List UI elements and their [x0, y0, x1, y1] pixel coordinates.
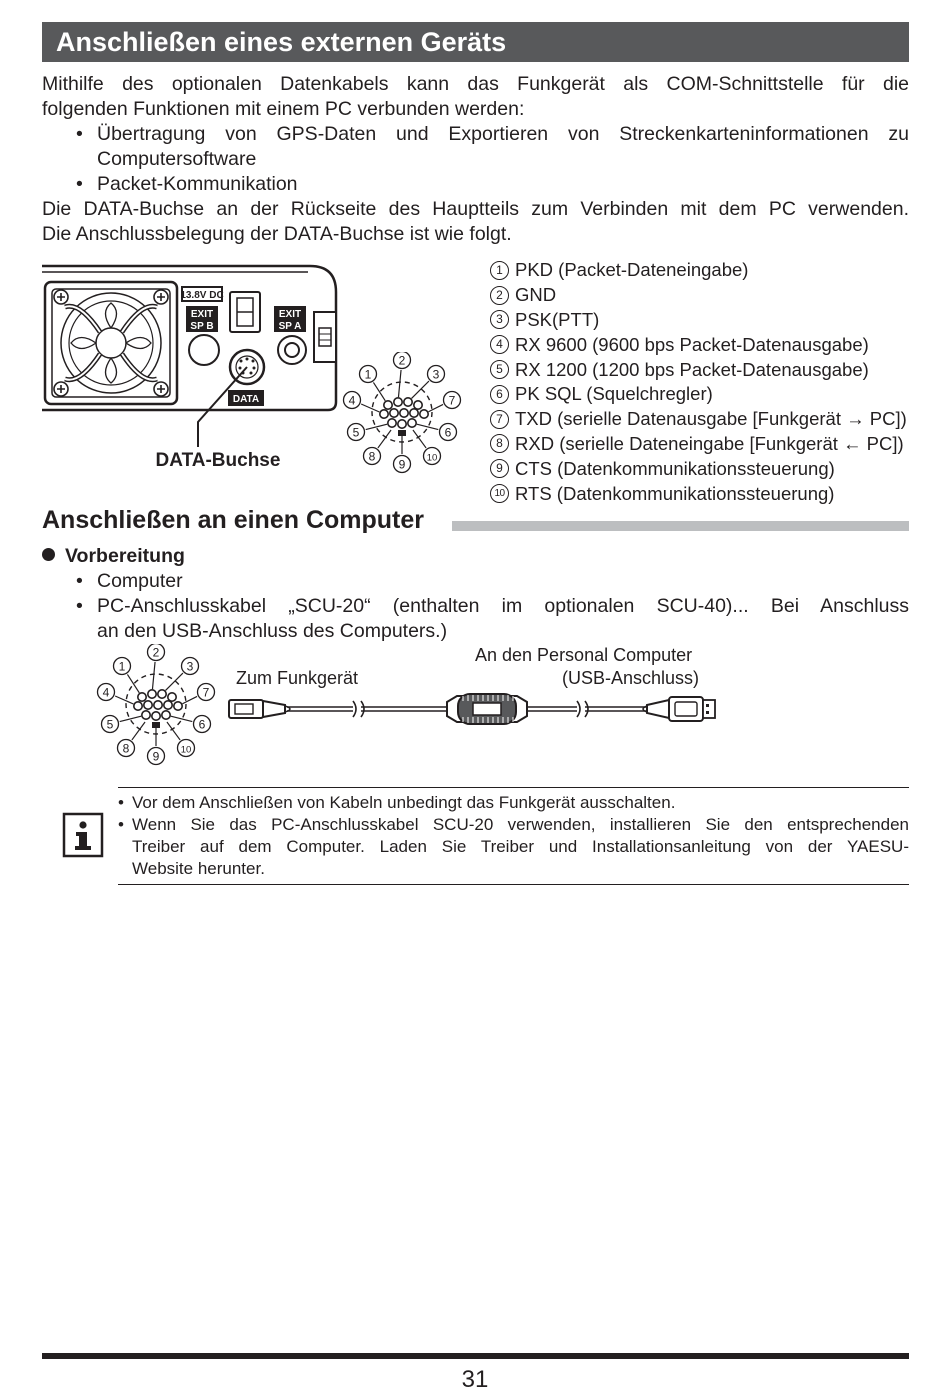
- pin-hole: [144, 701, 152, 709]
- prep-item-1: Computer: [97, 570, 183, 592]
- prep-item-2-line-1: PC-Anschlusskabel „SCU-20“ (enthalten im optionalen SCU-40)... Bei Anschluss: [97, 595, 909, 617]
- pin-hole: [152, 712, 160, 720]
- pin-hole: [164, 701, 172, 709]
- list-item: 10 RTS (Datenkommunikationssteuerung): [490, 481, 920, 506]
- list-item: 2 GND: [490, 283, 920, 308]
- pin-hole: [404, 398, 412, 406]
- pin-number: 1: [490, 261, 509, 280]
- pin-label: 9: [398, 457, 406, 472]
- intro-line-4: Die Anschlussbelegung der DATA-Buchse ist wie folgt.: [42, 223, 512, 245]
- preparation-heading: Vorbereitung: [42, 544, 185, 569]
- note-line-3: Treiber auf dem Computer. Laden Sie Treiber und Installationsanleitung von der YAESU-: [132, 837, 909, 856]
- pin-leader: [378, 430, 391, 448]
- page-number: 31: [461, 1366, 489, 1393]
- pin-number: 4: [490, 335, 509, 354]
- intro-line-1: Mithilfe des optionalen Datenkabels kann das Funkgerät als COM-Schnittstelle für die: [42, 73, 909, 95]
- pin-hole: [138, 693, 146, 701]
- subsection-heading: [42, 504, 909, 538]
- footer-rule: [42, 1353, 909, 1359]
- note-line-2: Wenn Sie das PC-Anschlusskabel SCU-20 verwenden, installieren Sie den entsprechenden: [132, 815, 909, 834]
- data-jack-callout: DATA-Buchse: [155, 450, 281, 471]
- svg-text:SP B: SP B: [190, 321, 214, 332]
- list-item: 3 PSK(PTT): [490, 308, 920, 333]
- pin-hole: [390, 409, 398, 417]
- pin-hole: [148, 690, 156, 698]
- svg-text:EXIT: EXIT: [278, 309, 302, 320]
- pin-label: 4: [102, 685, 110, 700]
- intro-line-2: folgenden Funktionen mit einem PC verbunden werden:: [42, 98, 525, 120]
- pin-leader: [132, 722, 145, 740]
- pin-number: 7: [490, 410, 509, 429]
- pin-hole: [162, 711, 170, 719]
- radio-rear-panel-illustration: [40, 262, 340, 472]
- bullet-marker: •: [118, 793, 124, 812]
- sp-b-jack: [189, 335, 219, 365]
- pin-label: 4: [348, 393, 356, 408]
- pin-hole: [398, 420, 406, 428]
- pin-leader: [361, 404, 379, 412]
- heading-rule: [452, 521, 909, 531]
- pin-hole: [174, 702, 182, 710]
- pin-label: 6: [198, 717, 206, 732]
- mini-din-plug-icon: [229, 700, 290, 718]
- pin-label: 10: [426, 452, 438, 464]
- exit-sp-b-label: [186, 306, 218, 332]
- pin-label: 3: [186, 659, 194, 674]
- pin-number: 9: [490, 459, 509, 478]
- list-item: 5 RX 1200 (1200 bps Packet-Datenausgabe): [490, 357, 920, 382]
- list-item: 1 PKD (Packet-Dateneingabe): [490, 258, 920, 283]
- pin-hole: [134, 702, 142, 710]
- pin-number: 3: [490, 310, 509, 329]
- pin-hole: [142, 711, 150, 719]
- pin-leader: [417, 424, 438, 429]
- pin-label: 6: [444, 425, 452, 440]
- section-title: Anschließen eines externen Geräts: [42, 22, 909, 62]
- note-line-1: Vor dem Anschließen von Kabeln unbedingt das Funkgerät ausschalten.: [132, 793, 676, 812]
- fan-icon: [45, 282, 177, 404]
- pin-leader: [171, 716, 192, 721]
- pin-hole: [408, 419, 416, 427]
- pin-label: 2: [398, 353, 406, 368]
- pin-label: 3: [432, 367, 440, 382]
- list-item: 9 CTS (Datenkommunikationssteuerung): [490, 456, 920, 481]
- pin-leader: [152, 662, 155, 689]
- bullet-marker: •: [76, 595, 83, 617]
- pin-leader: [115, 696, 133, 704]
- to-pc-label-line-2: (USB-Anschluss): [562, 668, 700, 688]
- pin-label: 1: [118, 659, 126, 674]
- pin-label: 2: [152, 645, 160, 660]
- data-jack-pin-diagram: [340, 352, 465, 480]
- note-box: [118, 787, 909, 885]
- cable-pin-diagram: [94, 644, 219, 772]
- dc-power-connector: [230, 292, 260, 332]
- pin-number: 6: [490, 385, 509, 404]
- intro-line-3: Die DATA-Buchse an der Rückseite des Hauptteils zum Verbinden mit dem PC verwenden.: [42, 198, 909, 220]
- list-item: 4 RX 9600 (9600 bps Packet-Datenausgabe): [490, 332, 920, 357]
- prep-item-2-line-2: an den USB-Anschluss des Computers.): [97, 620, 448, 642]
- svg-text:13.8V DC: 13.8V DC: [180, 290, 224, 301]
- pin-label: 8: [122, 741, 130, 756]
- pin-hole: [158, 690, 166, 698]
- bullet-marker: •: [76, 173, 83, 195]
- side-connector: [314, 312, 336, 362]
- pin-hole: [420, 410, 428, 418]
- pin-label: 5: [352, 425, 360, 440]
- pin-hole: [414, 401, 422, 409]
- list-item: 7 TXD (serielle Datenausgabe [Funkgerät → PC]): [490, 407, 920, 432]
- note-line-4: Website herunter.: [132, 859, 265, 878]
- pin-hole: [168, 693, 176, 701]
- usb-plug-icon: [643, 697, 715, 721]
- interface-box-icon: [447, 694, 527, 724]
- bullet-dot-icon: [42, 548, 55, 561]
- pin-leader: [398, 370, 401, 397]
- to-pc-label-line-1: An den Personal Computer: [475, 645, 693, 665]
- sp-a-jack: [278, 336, 306, 364]
- pin-label: 1: [364, 367, 372, 382]
- pin-hole: [400, 409, 408, 417]
- pin-label: 9: [152, 749, 160, 764]
- pin-hole: [384, 401, 392, 409]
- pin-label: 7: [202, 685, 210, 700]
- bullet-2-line-1: Packet-Kommunikation: [97, 173, 298, 195]
- bullet-marker: •: [118, 815, 124, 834]
- pin-number: 8: [490, 434, 509, 453]
- exit-sp-a-label: [274, 306, 306, 332]
- pin-label: 5: [106, 717, 114, 732]
- pin-label: 7: [448, 393, 456, 408]
- pin-leader: [166, 673, 183, 690]
- pin-label: 10: [180, 744, 192, 756]
- list-item: 8 RXD (serielle Dateneingabe [Funkgerät ← PC]): [490, 432, 920, 457]
- svg-text:SP A: SP A: [278, 321, 302, 332]
- svg-text:EXIT: EXIT: [190, 309, 214, 320]
- scu20-cable-illustration: [225, 682, 725, 738]
- pin-hole: [394, 398, 402, 406]
- pin-hole: [388, 419, 396, 427]
- bullet-1-line-1: Übertragung von GPS-Daten und Exportieren von Streckenkarteninformationen zu: [97, 123, 909, 145]
- pin-leader: [412, 381, 429, 398]
- pin-hole: [380, 410, 388, 418]
- pin-number: 10: [490, 484, 509, 503]
- info-icon: [62, 812, 104, 858]
- data-label: [228, 390, 264, 406]
- bullet-marker: •: [76, 570, 83, 592]
- subsection-title: Anschließen an einen Computer: [42, 504, 428, 536]
- to-radio-label: Zum Funkgerät: [236, 668, 359, 688]
- pin-number: 5: [490, 360, 509, 379]
- bullet-marker: •: [76, 123, 83, 145]
- list-item: 6 PK SQL (Squelchregler): [490, 382, 920, 407]
- pin-assignment-list: [490, 258, 920, 506]
- pin-number: 2: [490, 286, 509, 305]
- pin-label: 8: [368, 449, 376, 464]
- pin-hole: [410, 409, 418, 417]
- dc-terminal-label: [180, 286, 223, 302]
- bullet-1-line-2: Computersoftware: [97, 148, 257, 170]
- svg-text:DATA: DATA: [232, 394, 260, 405]
- pin-hole: [154, 701, 162, 709]
